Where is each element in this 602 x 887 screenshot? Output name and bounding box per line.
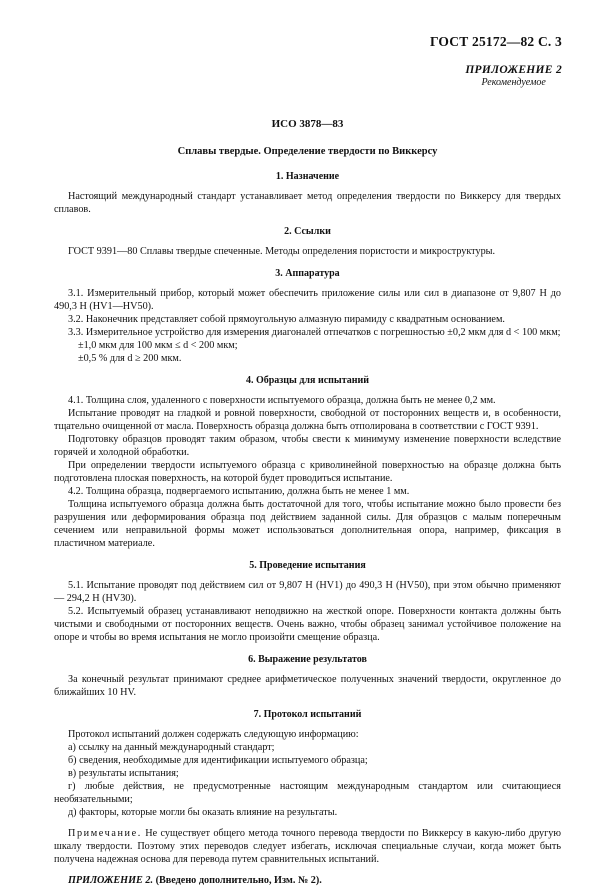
list-item: б) сведения, необходимые для идентификации испытуемого образца; bbox=[68, 755, 368, 766]
paragraph: ±1,0 мкм для 100 мкм ≤ d < 200 мкм; bbox=[78, 340, 238, 351]
note bbox=[54, 827, 561, 866]
section-heading-2: 2. Ссылки bbox=[284, 226, 331, 237]
page-reference: ГОСТ 25172—82 С. 3 bbox=[429, 34, 562, 49]
section-heading-3: 3. Аппаратура bbox=[275, 268, 340, 279]
appendix-reference: ПРИЛОЖЕНИЕ 2. bbox=[68, 875, 154, 886]
note-text: Не существует общего метода точного перевода твердости по Виккерсу в какую-либо другую шкалу твердости. Поэтому этих переводов следует избегать, исключая специальные случаи, когда может быть получена надежная основа для перевода путем сравнительных испытаний. bbox=[54, 828, 562, 865]
appendix-label bbox=[465, 64, 562, 88]
paragraph: За конечный результат принимают среднее арифметическое полученных значений твердости, округленное до ближайших 10 HV. bbox=[54, 674, 561, 698]
list-item: г) любые действия, не предусмотренные настоящим международным стандартом или считающиеся необязательными; bbox=[54, 781, 561, 805]
document-body bbox=[54, 118, 561, 887]
paragraph: Настоящий международный стандарт устанавливает метод определения твердости по Виккерсу для твердых сплавов. bbox=[54, 191, 561, 215]
iso-number: ИСО 3878—83 bbox=[271, 118, 344, 130]
paragraph: Протокол испытаний должен содержать следующую информацию: bbox=[68, 729, 359, 740]
paragraph: 5.2. Испытуемый образец устанавливают неподвижно на жесткой опоре. Поверхности контакта должны быть чистыми и свободными от посторонних веществ. Очень важно, чтобы образец занимал устойчивое положение на опоре и чтобы во время испытания не могло произойти смещение образца. bbox=[54, 606, 561, 643]
paragraph: ±0,5 % для d ≥ 200 мкм. bbox=[78, 353, 182, 364]
list-item: в) результаты испытания; bbox=[68, 768, 179, 779]
section-heading-5: 5. Проведение испытания bbox=[249, 560, 366, 571]
appendix-title: ПРИЛОЖЕНИЕ 2 bbox=[465, 64, 562, 76]
section-heading-4: 4. Образцы для испытаний bbox=[245, 375, 370, 386]
paragraph: 5.1. Испытание проводят под действием сил от 9,807 Н (HV1) до 490,3 Н (HV50), при этом обычно применяют — 294,2 Н (HV30). bbox=[54, 580, 561, 604]
appendix-subtitle: Рекомендуемое bbox=[481, 77, 546, 88]
paragraph: При определении твердости испытуемого образца с криволинейной поверхностью на образце должна быть подготовлена плоская поверхность, на которой будет проводиться испытание. bbox=[54, 460, 561, 484]
list-item: а) ссылку на данный международный стандарт; bbox=[68, 742, 275, 753]
note-label: Примечание. bbox=[68, 828, 142, 839]
paragraph: Толщина испытуемого образца должна быть достаточной для того, чтобы испытание можно было провести без разрушения или деформирования образца под действием заданной силы. Для образцов с малым поперечным сечением или неправильной формы может использоваться дополнительная опора, например, фиксация в пластичном материале. bbox=[54, 499, 561, 549]
amendment-text: (Введено дополнительно, Изм. № 2). bbox=[155, 875, 322, 886]
paragraph: 4.1. Толщина слоя, удаленного с поверхности испытуемого образца, должна быть не менее 0,2 мм. bbox=[68, 395, 496, 406]
section-heading-1: 1. Назначение bbox=[275, 171, 340, 182]
section-heading-6: 6. Выражение результатов bbox=[248, 654, 367, 665]
amendment-note bbox=[54, 874, 561, 887]
paragraph: ГОСТ 9391—80 Сплавы твердые спеченные. Методы определения пористости и микроструктуры. bbox=[68, 246, 496, 257]
section-heading-7: 7. Протокол испытаний bbox=[253, 709, 362, 720]
paragraph: 3.1. Измерительный прибор, который может обеспечить приложение силы или сил в диапазоне от 9,807 Н до 490,3 Н (HV1—HV50). bbox=[54, 288, 561, 312]
paragraph: 3.3. Измерительное устройство для измерения диагоналей отпечатков с погрешностью ±0,2 мкм для d < 100 мкм; bbox=[68, 327, 561, 338]
paragraph: Испытание проводят на гладкой и ровной поверхности, свободной от посторонних веществ и, в особенности, тщательно очищенной от масла. Поверхность образца должна быть отполирована в соответствии с ГОСТ 9391. bbox=[54, 408, 561, 432]
paragraph: 3.2. Наконечник представляет собой прямоугольную алмазную пирамиду с квадратным основанием. bbox=[68, 314, 505, 325]
document-title: Сплавы твердые. Определение твердости по Виккерсу bbox=[177, 146, 438, 157]
paragraph: 4.2. Толщина образца, подвергаемого испытанию, должна быть не менее 1 мм. bbox=[68, 486, 410, 497]
list-item: д) факторы, которые могли бы оказать влияние на результаты. bbox=[68, 807, 338, 818]
paragraph: Подготовку образцов проводят таким образом, чтобы свести к минимуму изменение поверхности вследствие горячей и холодной обработки. bbox=[54, 434, 561, 458]
